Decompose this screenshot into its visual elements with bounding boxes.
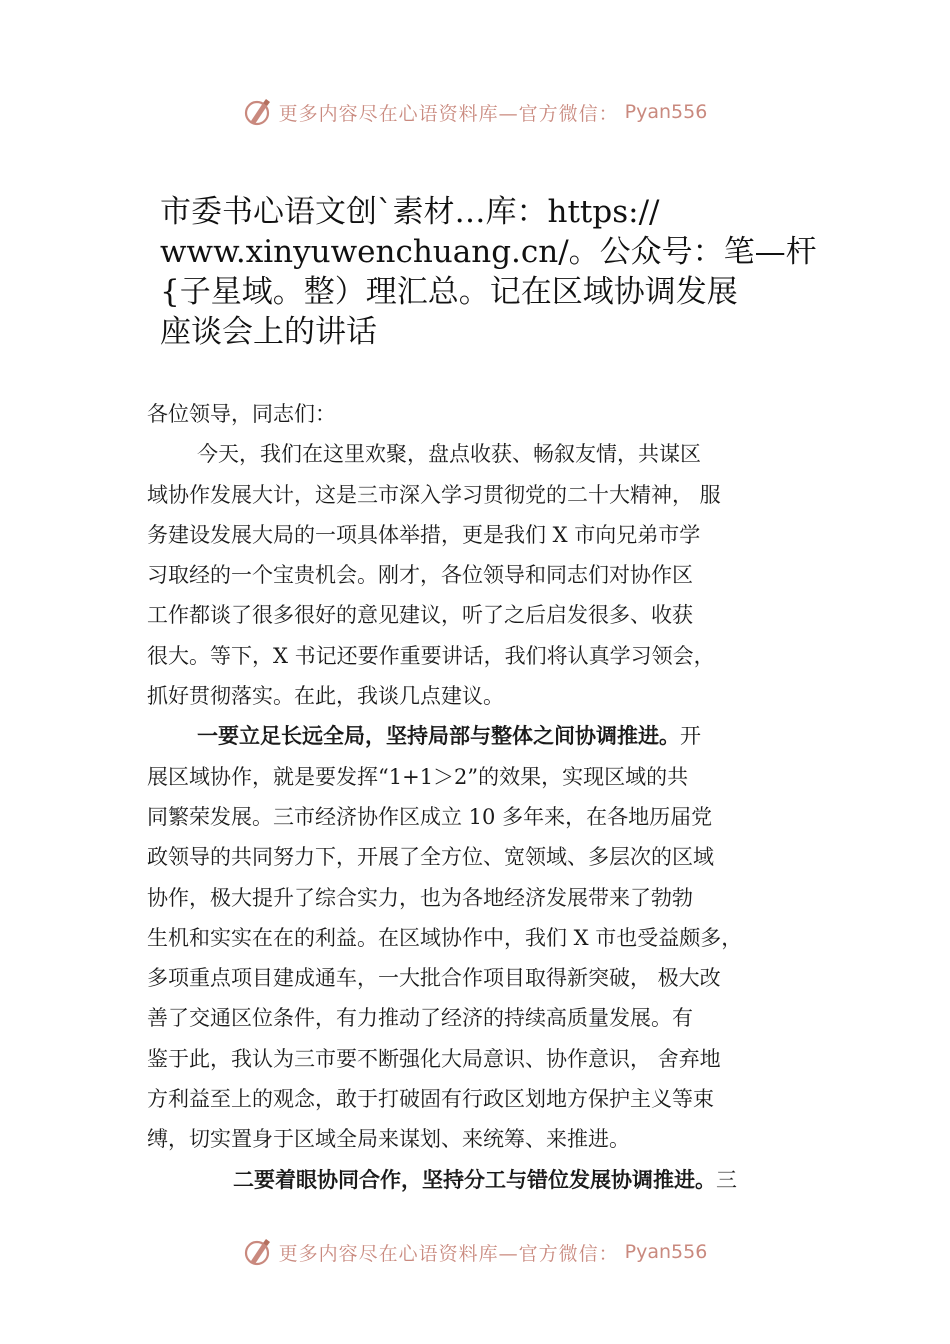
title-line: 市委书心语文创`素材…库：https:// (160, 194, 660, 230)
paragraph-line: 很大。等下，X 书记还要作重要讲话，我们将认真学习领会， (147, 643, 715, 668)
paragraph-line: 协作，极大提升了综合实力，也为各地经济发展带来了勃勃 (147, 885, 693, 910)
paragraph-line: 生机和实实在在的利益。在区域协作中，我们 X 市也受益颇多， (147, 925, 743, 950)
paragraph-line: 今天，我们在这里欢聚，盘点收获、畅叙友情，共谋区 (197, 442, 701, 467)
pen-circle-logo-icon (243, 1237, 273, 1267)
watermark-text: 更多内容尽在心语资料库—官方微信： (278, 102, 619, 125)
paragraph-line: 抓好贯彻落实。在此，我谈几点建议。 (147, 684, 504, 709)
paragraph-line: 同繁荣发展。三市经济协作区成立 10 多年来，在各地历届党 (147, 804, 713, 829)
header-watermark (0, 97, 950, 127)
paragraph-text: 三 (716, 1167, 737, 1192)
paragraph-line: 政领导的共同努力下，开展了全方位、宽领域、多层次的区域 (147, 845, 714, 870)
paragraph-line: 方利益至上的观念，敢于打破固有行政区划地方保护主义等束 (147, 1087, 714, 1112)
paragraph-line: 多项重点项目建成通车，一大批合作项目取得新突破， 极大改 (147, 966, 721, 991)
document-body (147, 394, 847, 1200)
section-heading-1: 一要立足长远全局，坚持局部与整体之间协调推进。 (197, 723, 680, 749)
watermark-handle: Pyan556 (624, 101, 708, 123)
paragraph-line: 习取经的一个宝贵机会。刚才，各位领导和同志们对协作区 (147, 563, 693, 588)
paragraph-line: 务建设发展大局的一项具体举措，更是我们 X 市向兄弟市学 (147, 522, 701, 547)
document-title (160, 192, 850, 352)
section-heading-line (147, 716, 847, 756)
footer-watermark (0, 1237, 950, 1267)
greeting: 各位领导，同志们： (147, 402, 336, 426)
paragraph-text: 开 (680, 724, 701, 749)
section-heading-line (147, 1160, 847, 1200)
paragraph-line: 域协作发展大计，这是三市深入学习贯彻党的二十大精神， 服 (147, 482, 721, 507)
paragraph-line: 缚，切实置身于区域全局来谋划、来统筹、来推进。 (147, 1127, 630, 1152)
paragraph-line: 展区域协作，就是要发挥“1+1＞2”的效果，实现区域的共 (147, 764, 689, 789)
paragraph-line: 工作都谈了很多很好的意见建议，听了之后启发很多、收获 (147, 603, 693, 628)
watermark-text: 更多内容尽在心语资料库—官方微信： (278, 1242, 619, 1265)
title-line: 座谈会上的讲话 (160, 314, 377, 350)
paragraph-line: 鉴于此，我认为三市要不断强化大局意识、协作意识， 舍弃地 (147, 1046, 721, 1071)
paragraph-line: 善了交通区位条件，有力推动了经济的持续高质量发展。有 (147, 1006, 693, 1031)
title-line: {子星域。整）理汇总。记在区域协调发展 (160, 274, 738, 310)
watermark-handle: Pyan556 (624, 1241, 708, 1263)
section-heading-2: 二要着眼协同合作，坚持分工与错位发展协调推进。 (233, 1166, 716, 1192)
title-line: www.xinyuwenchuang.cn/。公众号：笔—杆 (160, 234, 817, 270)
pen-circle-logo-icon (243, 97, 273, 127)
